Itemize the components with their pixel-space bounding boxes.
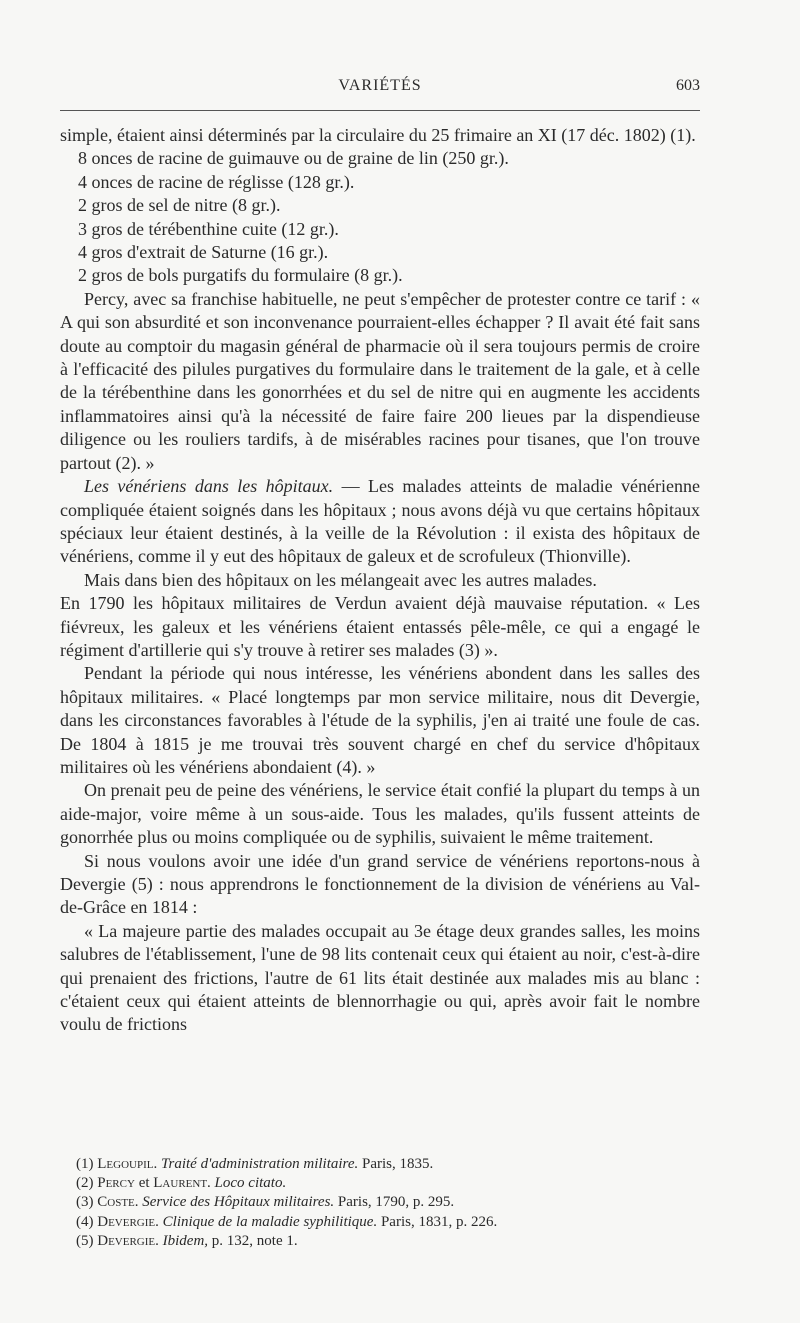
footnotes <box>60 1155 700 1251</box>
footnote: (3) Coste. Service des Hôpitaux militaires. Paris, 1790, p. 295. <box>76 1194 455 1211</box>
paragraph: Pendant la période qui nous intéresse, les vénériens abondent dans les salles des hôpitaux militaires. « Placé longtemps par mon service militaire, nous dit Devergie, dans les circonstances favorables à l'étude de la syphilis, j'en ai traité une foule de cas. De 1804 à 1815 je me trouvai très souvent chargé en chef du service d'hôpitaux militaires où les vénériens abondaient (4). » <box>60 663 700 777</box>
list-item: 4 gros d'extrait de Saturne (16 gr.). <box>78 242 329 263</box>
list-item: 8 onces de racine de guimauve ou de graine de lin (250 gr.). <box>78 148 509 169</box>
list-item: 4 onces de racine de réglisse (128 gr.). <box>78 171 355 192</box>
footnote: (1) Legoupil. Traité d'administration militaire. Paris, 1835. <box>76 1156 434 1172</box>
page-number: 603 <box>676 77 700 94</box>
footnote: (5) Devergie. Ibidem, p. 132, note 1. <box>76 1232 298 1249</box>
running-title: VARIÉTÉS <box>338 77 422 94</box>
section-lead: Les vénériens dans les hôpitaux. <box>84 476 334 497</box>
paragraph: Mais dans bien des hôpitaux on les mélangeait avec les autres malades. <box>84 569 597 590</box>
running-header <box>60 77 700 103</box>
footnote: (2) Percy et Laurent. Loco citato. <box>76 1175 287 1192</box>
list-item: 2 gros de sel de nitre (8 gr.). <box>78 195 281 216</box>
paragraph: Percy, avec sa franchise habituelle, ne peut s'empêcher de protester contre ce tarif : « A qui son absurdité et son inconvenance pourraient-elles échapper ? Il avait été fait sans doute au comptoir du magasin général de pharmacie où il sera toujours permis de croire à l'efficacité des pilules purgatives du formulaire dans le traitement de la gale, et à celle de la térébenthine dans les gonorrhées et du sel de nitre qui en augmente les accidents inflammatoires ainsi qu'à la nécessité de faire faire 200 lieues par la dispendieuse diligence ou les rouliers tardifs, à de misérables racines pour tisanes, que l'on trouve partout (2). » <box>60 288 700 473</box>
list-item: 2 gros de bols purgatifs du formulaire (8 gr.). <box>78 265 403 286</box>
paragraph: Si nous voulons avoir une idée d'un grand service de vénériens reportons-nous à Devergie (5) : nous apprendrons le fonctionnement de la division de vénériens au Val-de-Grâce en 1814 : <box>60 850 700 918</box>
paragraph: simple, étaient ainsi déterminés par la circulaire du 25 frimaire an XI (17 déc. 1802) (1). <box>60 125 696 145</box>
paragraph: On prenait peu de peine des vénériens, le service était confié la plupart du temps à un aide-major, voire même à un sous-aide. Tous les malades, qu'ils fussent atteints de gonorrhée plus ou moins compliquée ou de syphilis, suivaient le même traitement. <box>60 780 700 848</box>
list-item: 3 gros de térébenthine cuite (12 gr.). <box>78 218 339 239</box>
paragraph: Les vénériens dans les hôpitaux. — Les malades atteints de maladie vénérienne compliquée étaient soignés dans les hôpitaux ; nous avons déjà vu que certains hôpitaux spéciaux leur étaient destinés, à la veille de la Révolution : il exista des hôpitaux de vénériens, comme il y eut des hôpitaux de galeux et de scrofuleux (Thionville). <box>60 476 700 567</box>
header-rule <box>60 110 700 111</box>
paragraph: En 1790 les hôpitaux militaires de Verdun avaient déjà mauvaise réputation. « Les fiévreux, les galeux et les vénériens étaient entassés pêle-mêle, ce qui a engagé le régiment d'artillerie qui s'y trouve à retirer ses malades (3) ». <box>60 593 700 660</box>
body-text <box>60 124 700 1037</box>
footnote: (4) Devergie. Clinique de la maladie syphilitique. Paris, 1831, p. 226. <box>76 1213 498 1230</box>
paragraph: « La majeure partie des malades occupait au 3e étage deux grandes salles, les moins salubres de l'établissement, l'une de 98 lits contenait ceux qui étaient au noir, c'est-à-dire qui prenaient des frictions, l'autre de 61 lits était destinée aux malades mis au blanc : c'étaient ceux qui étaient atteints de blennorrhagie ou qui, après avoir fait le nombre voulu de frictions <box>60 920 700 1035</box>
